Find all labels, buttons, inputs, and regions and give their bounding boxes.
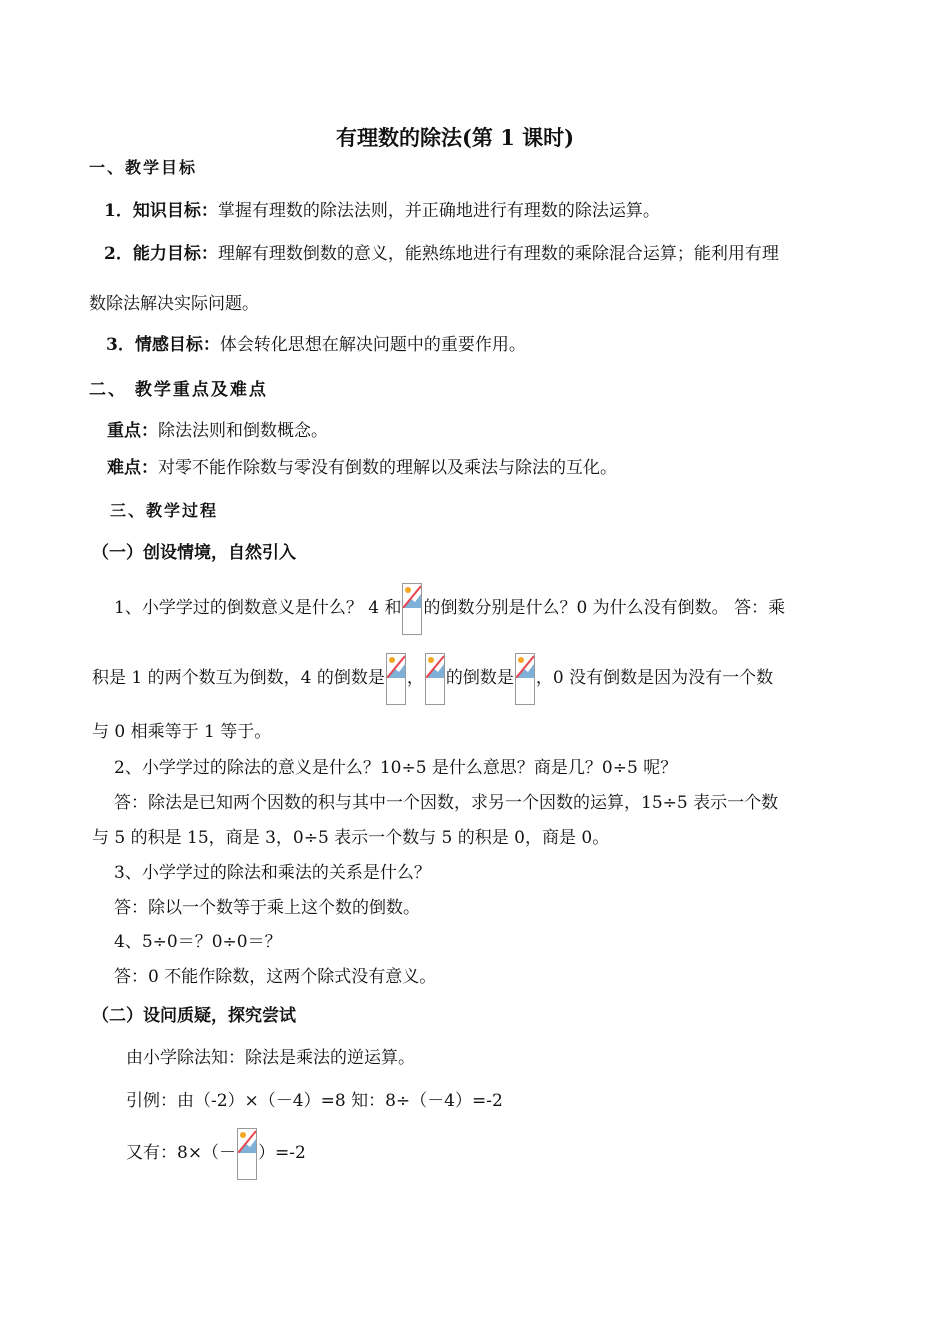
paragraph-division-inverse: 由小学除法知：除法是乘法的逆运算。 [126, 1048, 415, 1068]
subsection-intro: （一）创设情境，自然引入 [92, 543, 296, 563]
key-point [107, 419, 328, 443]
fraction-image-icon [515, 653, 535, 705]
text-run: 1、小学学过的倒数意义是什么？ 4 和 [114, 598, 402, 618]
question-4: 4、5÷0＝？0÷0＝？ [114, 932, 282, 952]
text-run: ，0 没有倒数是因为没有一个数 [535, 668, 774, 688]
answer-3: 答：除以一个数等于乘上这个数的倒数。 [114, 898, 420, 918]
key-text: 除法法则和倒数概念。 [158, 421, 328, 441]
goal-label: 3．情感目标： [106, 335, 220, 355]
page-title: 有理数的除法(第 1 课时) [336, 125, 575, 150]
section-heading-focus: 二、 教学重点及难点 [89, 380, 268, 400]
difficult-point [107, 456, 617, 480]
fraction-image-icon [402, 583, 422, 635]
difficult-text: 对零不能作除数与零没有倒数的理解以及乘法与除法的互化。 [158, 458, 617, 478]
text-run: 的倒数分别是什么？0 为什么没有倒数。 答：乘 [423, 598, 786, 618]
difficult-label: 难点： [107, 458, 158, 478]
goal-ability-continued: 数除法解决实际问题。 [89, 294, 259, 314]
goal-text: 体会转化思想在解决问题中的重要作用。 [219, 335, 526, 355]
text-run: ）=-2 [258, 1143, 306, 1163]
section-heading-goals: 一、教学目标 [89, 158, 198, 177]
fraction-image-icon [237, 1128, 257, 1180]
goal-emotion [106, 333, 526, 357]
question-3: 3、小学学过的除法和乘法的关系是什么？ [114, 863, 431, 883]
question-1-line-2 [92, 650, 773, 706]
goal-label: 2．能力目标： [104, 244, 218, 264]
text-run: ， [406, 668, 424, 688]
key-label: 重点： [107, 421, 158, 441]
question-2: 2、小学学过的除法的意义是什么？10÷5 是什么意思？商是几？0÷5 呢？ [114, 758, 678, 778]
answer-4: 答：0 不能作除数，这两个除式没有意义。 [114, 967, 437, 987]
goal-ability [104, 242, 779, 266]
question-1-line-1 [114, 580, 785, 636]
paragraph-example: 引例：由（-2）×（－4）=8 知：8÷（－4）=-2 [126, 1091, 503, 1111]
text-run: 又有：8×（－ [126, 1143, 237, 1163]
text-run: 的倒数是 [445, 668, 514, 688]
fraction-image-icon [386, 653, 406, 705]
answer-2-line-2: 与 5 的积是 15，商是 3，0÷5 表示一个数与 5 的积是 0，商是 0。 [92, 828, 610, 848]
question-1-line-3: 与 0 相乘等于 1 等于。 [92, 722, 272, 742]
subsection-explore: （二）设问质疑，探究尝试 [92, 1006, 296, 1026]
goal-text: 掌握有理数的除法法则，并正确地进行有理数的除法运算。 [217, 201, 660, 221]
goal-text: 理解有理数倒数的意义，能熟练地进行有理数的乘除混合运算；能利用有理 [217, 244, 779, 264]
answer-2-line-1: 答：除法是已知两个因数的积与其中一个因数，求另一个因数的运算，15÷5 表示一个数 [114, 793, 779, 813]
goal-label: 1．知识目标： [104, 201, 218, 221]
text-run: 积是 1 的两个数互为倒数，4 的倒数是 [92, 668, 385, 688]
paragraph-also [126, 1125, 306, 1181]
goal-knowledge [104, 199, 660, 223]
fraction-image-icon [425, 653, 445, 705]
section-heading-process: 三、教学过程 [110, 501, 219, 520]
